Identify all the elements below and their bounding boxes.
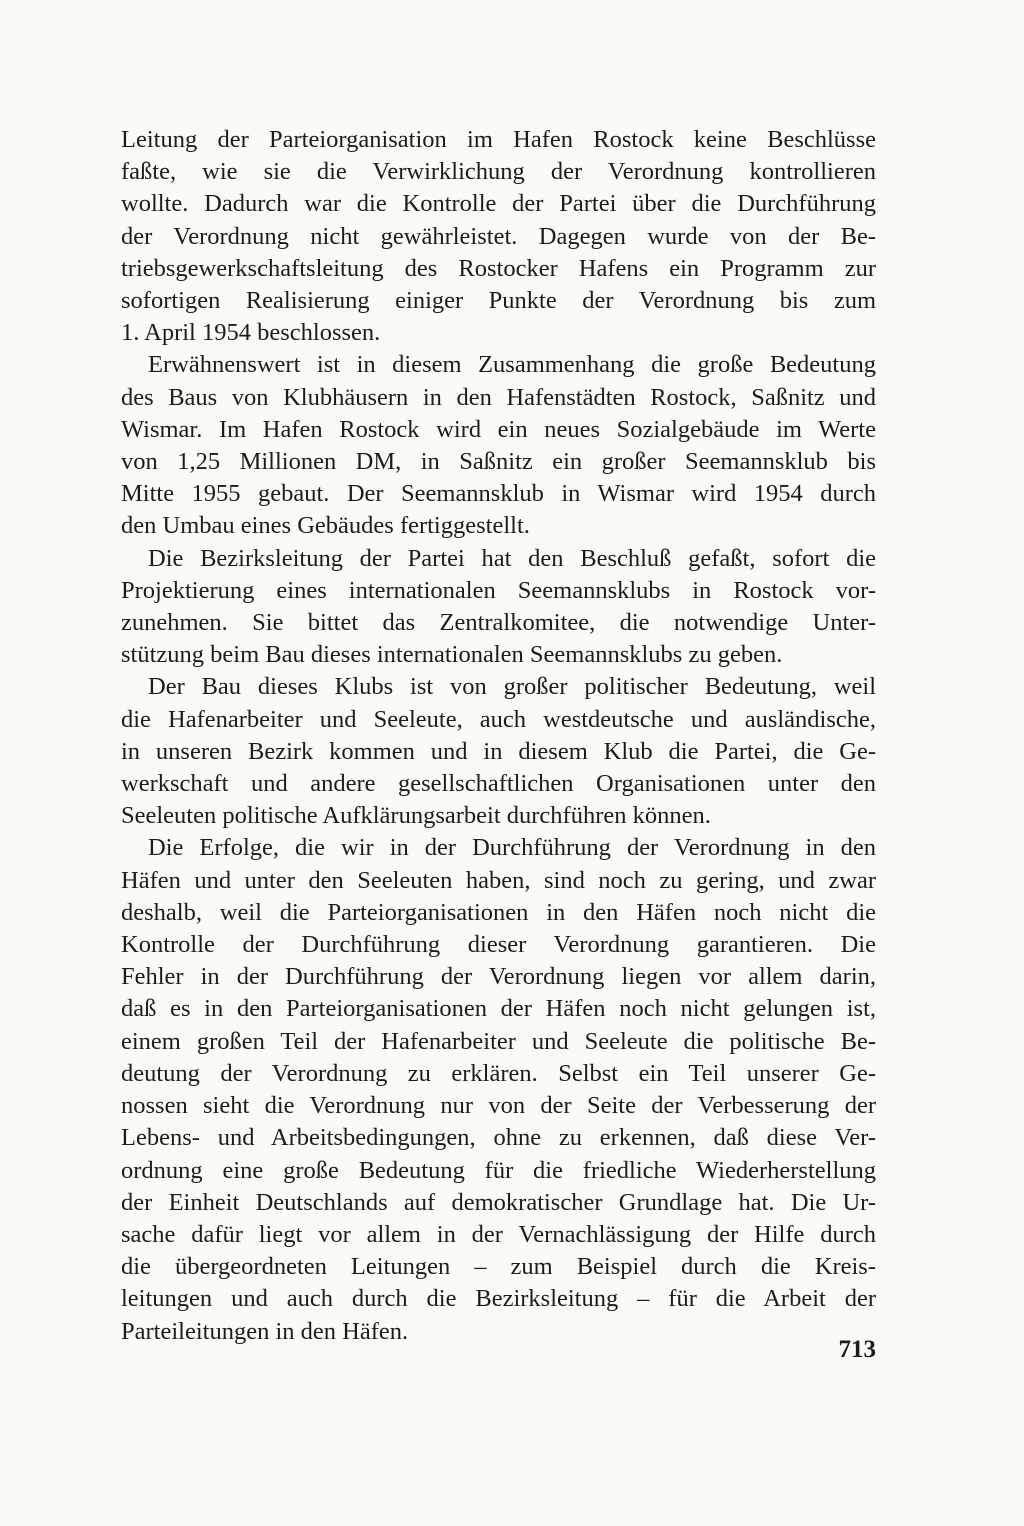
- text-line: der Verordnung nicht gewährleistet. Dagegen wurde von der Be-: [121, 222, 876, 250]
- text-line: des Baus von Klubhäusern in den Hafenstädten Rostock, Saßnitz und: [121, 383, 876, 411]
- text-line: von 1,25 Millionen DM, in Saßnitz ein großer Seemannsklub bis: [121, 448, 876, 476]
- paragraph: [121, 671, 876, 832]
- text-line: Mitte 1955 gebaut. Der Seemannsklub in Wismar wird 1954 durch: [121, 480, 876, 508]
- text-line: die übergeordneten Leitungen – zum Beispiel durch die Kreis-: [121, 1253, 876, 1281]
- text-line: zunehmen. Sie bittet das Zentralkomitee, die notwendige Unter-: [121, 609, 876, 637]
- text-line: Projektierung eines internationalen Seemannsklubs in Rostock vor-: [121, 576, 876, 604]
- text-line: faßte, wie sie die Verwirklichung der Verordnung kontrollieren: [121, 158, 876, 186]
- paragraph: [121, 349, 876, 542]
- text-line: sache dafür liegt vor allem in der Vernachlässigung der Hilfe durch: [121, 1220, 876, 1248]
- paragraph: [121, 543, 876, 672]
- text-line: Seeleuten politische Aufklärungsarbeit durchführen können.: [121, 802, 711, 830]
- text-line: leitungen und auch durch die Bezirksleitung – für die Arbeit der: [121, 1285, 876, 1313]
- text-line: deutung der Verordnung zu erklären. Selbst ein Teil unserer Ge-: [121, 1059, 876, 1087]
- text-line: triebsgewerkschaftsleitung des Rostocker Hafens ein Programm zur: [121, 254, 876, 282]
- text-line: der Einheit Deutschlands auf demokratischer Grundlage hat. Die Ur-: [121, 1188, 876, 1216]
- text-line: Häfen und unter den Seeleuten haben, sind noch zu gering, und zwar: [121, 866, 876, 894]
- paragraph: [121, 832, 876, 1347]
- text-line: daß es in den Parteiorganisationen der Häfen noch nicht gelungen ist,: [121, 995, 876, 1023]
- text-line: Die Erfolge, die wir in der Durchführung der Verordnung in den: [148, 834, 876, 862]
- text-line: wollte. Dadurch war die Kontrolle der Partei über die Durchführung: [121, 190, 876, 218]
- text-line: Fehler in der Durchführung der Verordnung liegen vor allem darin,: [121, 963, 876, 991]
- text-line: in unseren Bezirk kommen und in diesem Klub die Partei, die Ge-: [121, 737, 876, 765]
- text-line: Wismar. Im Hafen Rostock wird ein neues Sozialgebäude im Werte: [121, 415, 876, 443]
- text-line: werkschaft und andere gesellschaftlichen Organisationen unter den: [121, 770, 876, 798]
- document-body: [121, 124, 876, 1348]
- text-line: deshalb, weil die Parteiorganisationen in den Häfen noch nicht die: [121, 898, 876, 926]
- text-line: nossen sieht die Verordnung nur von der Seite der Verbesserung der: [121, 1092, 876, 1120]
- text-line: den Umbau eines Gebäudes fertiggestellt.: [121, 512, 530, 540]
- text-line: ordnung eine große Bedeutung für die friedliche Wiederherstellung: [121, 1156, 876, 1184]
- paragraph: [121, 124, 876, 349]
- text-line: stützung beim Bau dieses internationalen Seemannsklubs zu geben.: [121, 641, 783, 669]
- text-line: Erwähnenswert ist in diesem Zusammenhang die große Bedeutung: [148, 351, 876, 379]
- text-line: Parteileitungen in den Häfen.: [121, 1317, 409, 1345]
- text-line: die Hafenarbeiter und Seeleute, auch westdeutsche und ausländische,: [121, 705, 876, 733]
- page-number: 713: [838, 1336, 876, 1363]
- text-line: einem großen Teil der Hafenarbeiter und Seeleute die politische Be-: [121, 1027, 876, 1055]
- text-line: Der Bau dieses Klubs ist von großer politischer Bedeutung, weil: [148, 673, 876, 701]
- text-line: sofortigen Realisierung einiger Punkte der Verordnung bis zum: [121, 287, 876, 315]
- text-line: Lebens- und Arbeitsbedingungen, ohne zu erkennen, daß diese Ver-: [121, 1124, 876, 1152]
- text-line: Kontrolle der Durchführung dieser Verordnung garantieren. Die: [121, 931, 876, 959]
- text-line: 1. April 1954 beschlossen.: [121, 319, 381, 347]
- text-line: Die Bezirksleitung der Partei hat den Beschluß gefaßt, sofort die: [148, 544, 876, 572]
- text-line: Leitung der Parteiorganisation im Hafen Rostock keine Beschlüsse: [121, 126, 876, 153]
